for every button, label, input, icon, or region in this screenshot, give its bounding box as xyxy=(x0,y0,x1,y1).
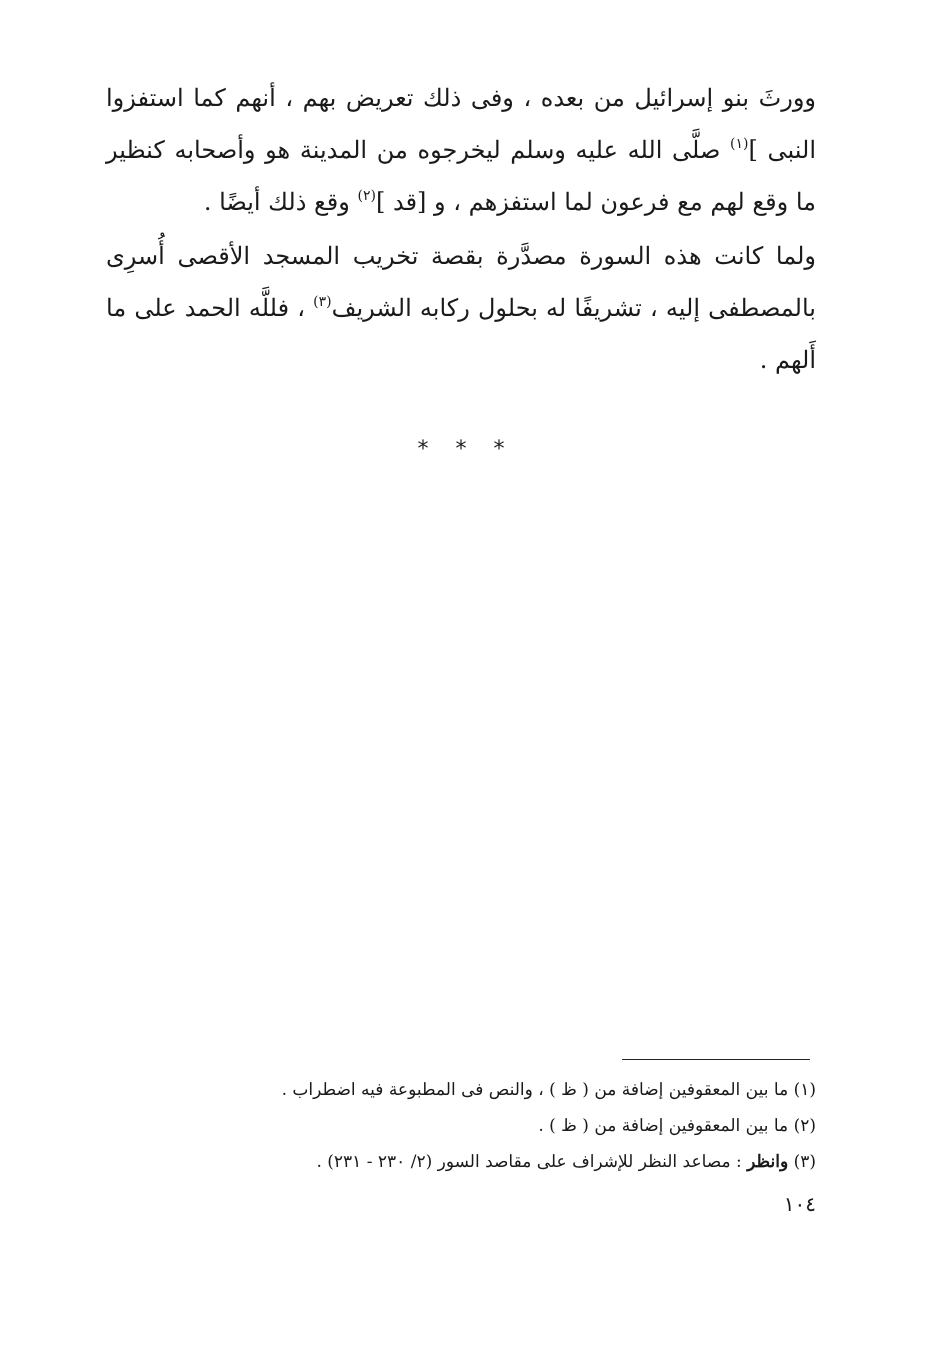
footnote-text: : مصاعد النظر للإشراف على مقاصد السور (٢/ ٢٣٠ - ٢٣١) . xyxy=(316,1152,742,1172)
text-line: ما أَلهم . xyxy=(106,294,816,374)
footnote-number: (٢) xyxy=(793,1116,816,1136)
text-line: وقع ذلك أيضًا . xyxy=(203,188,350,216)
footnote-1 xyxy=(106,1072,816,1108)
text-line: ، فللَّه الحمد على xyxy=(134,294,305,322)
text-line: وقع لهم مع فرعون لما استفزهم ، و [قد ] xyxy=(375,188,789,216)
footnote-text: ما بين المعقوفين إضافة من ( ظ ) . xyxy=(538,1116,789,1136)
footnote-divider xyxy=(622,1059,810,1060)
page-number: ١٠٤ xyxy=(783,1192,816,1216)
paragraph-1 xyxy=(106,72,816,228)
footnote-marker: (٢) xyxy=(357,188,376,204)
footnote-3 xyxy=(106,1144,816,1180)
footnotes xyxy=(106,1072,816,1180)
footnote-number: (١) xyxy=(793,1080,816,1100)
text-line: ولما كانت هذه السورة مصدَّرة بقصة تخريب المسجد الأقصى أُسرِى xyxy=(106,242,816,270)
paragraph-2 xyxy=(106,230,816,386)
text-line: وورثَ بنو إسرائيل من بعده ، وفى ذلك تعريض بهم ، أنهم كما استفزوا xyxy=(106,84,816,112)
footnote-marker: (٣) xyxy=(313,294,332,310)
footnote-2 xyxy=(106,1108,816,1144)
section-separator: * * * xyxy=(417,437,515,462)
text-line: بالمصطفى إليه ، تشريفًا له بحلول ركابه الشريف xyxy=(331,294,816,322)
footnote-number: (٣) xyxy=(793,1152,816,1172)
footnote-bold-lead: وانظر xyxy=(747,1152,789,1172)
text-line: النبى ] xyxy=(748,136,816,164)
footnote-text: ما بين المعقوفين إضافة من ( ظ ) ، والنص فى المطبوعة فيه اضطراب . xyxy=(281,1080,789,1100)
footnote-marker: (١) xyxy=(730,136,749,152)
text-line: صلَّى الله عليه وسلم ليخرجوه من المدينة هو وأصحابه كنظير ما xyxy=(106,136,816,216)
